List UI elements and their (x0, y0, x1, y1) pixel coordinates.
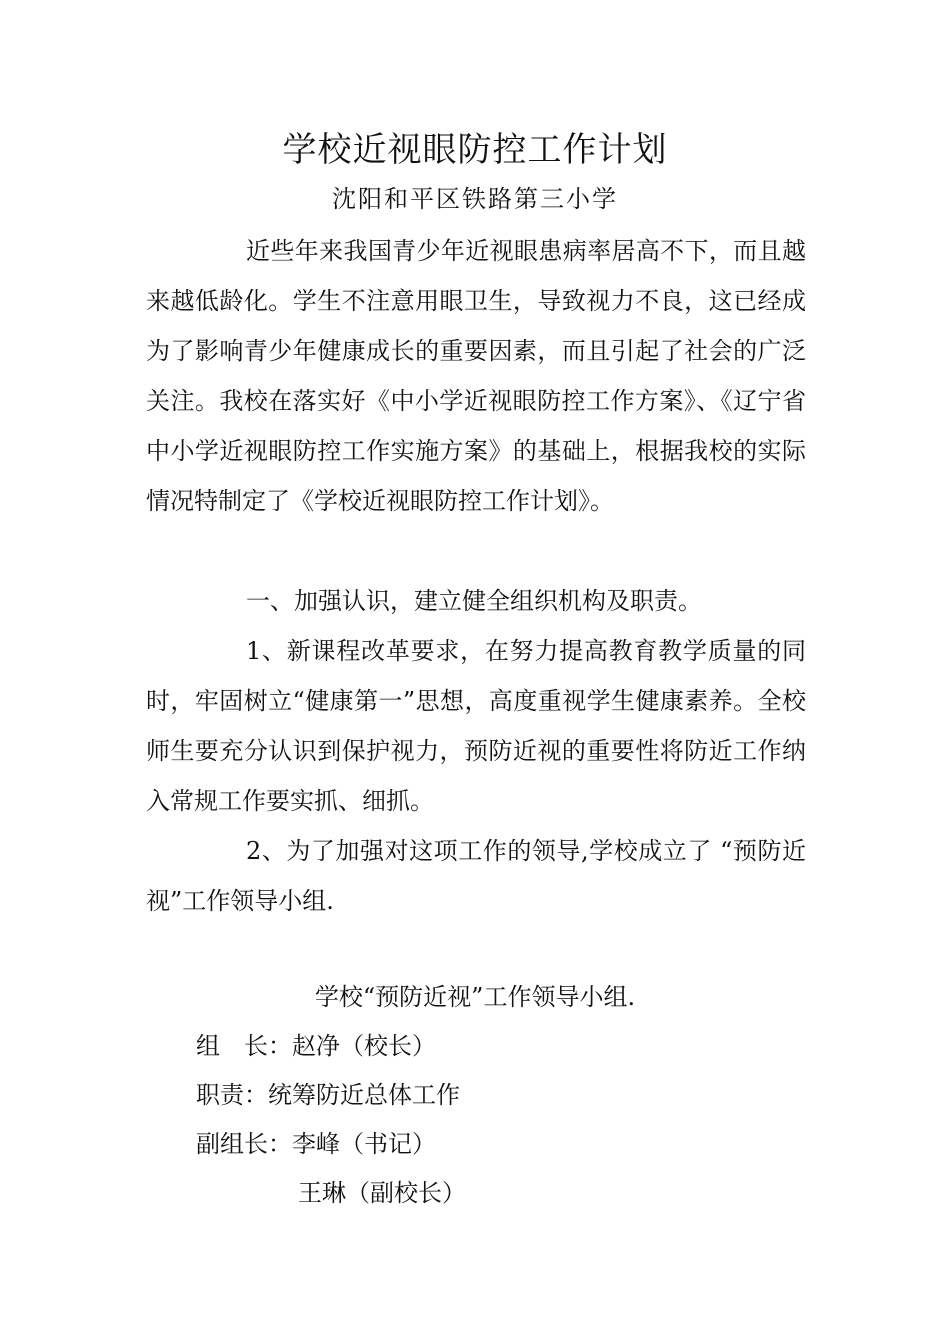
document-title: 学校近视眼防控工作计划 (282, 130, 668, 170)
section-heading-1: 一、加强认识，建立健全组织机构及职责。 (246, 587, 702, 615)
deputy-leader-2: 王琳（副校长） (298, 1179, 466, 1207)
item-paragraph-2: 2、为了加强对这项工作的领导,学校成立了 “预防近视”工作领导小组. (146, 837, 806, 915)
deputy-leader-1: 副组长：李峰（书记） (196, 1130, 436, 1158)
item-paragraph-1: 1、新课程改革要求，在努力提高教育教学质量的同时，牢固树立“健康第一”思想，高度重视学生健康素养。全校师生要充分认识到保护视力，预防近视的重要性将防近工作纳入常规工作要实抓、细抓。 (146, 637, 806, 815)
intro-paragraph: 近些年来我国青少年近视眼患病率居高不下，而且越来越低龄化。学生不注意用眼卫生，导致视力不良，这已经成为了影响青少年健康成长的重要因素，而且引起了社会的广泛关注。我校在落实好《中小学近视眼防控工作方案》、《辽宁省中小学近视眼防控工作实施方案》的基础上，根据我校的实际情况特制定了《学校近视眼防控工作计划》。 (146, 237, 806, 515)
school-name: 沈阳和平区铁路第三小学 (332, 185, 618, 213)
leader-duty: 职责：统筹防近总体工作 (196, 1081, 460, 1109)
group-leader: 组 长：赵净（校长） (196, 1032, 436, 1060)
group-title: 学校“预防近视”工作领导小组. (314, 983, 636, 1011)
